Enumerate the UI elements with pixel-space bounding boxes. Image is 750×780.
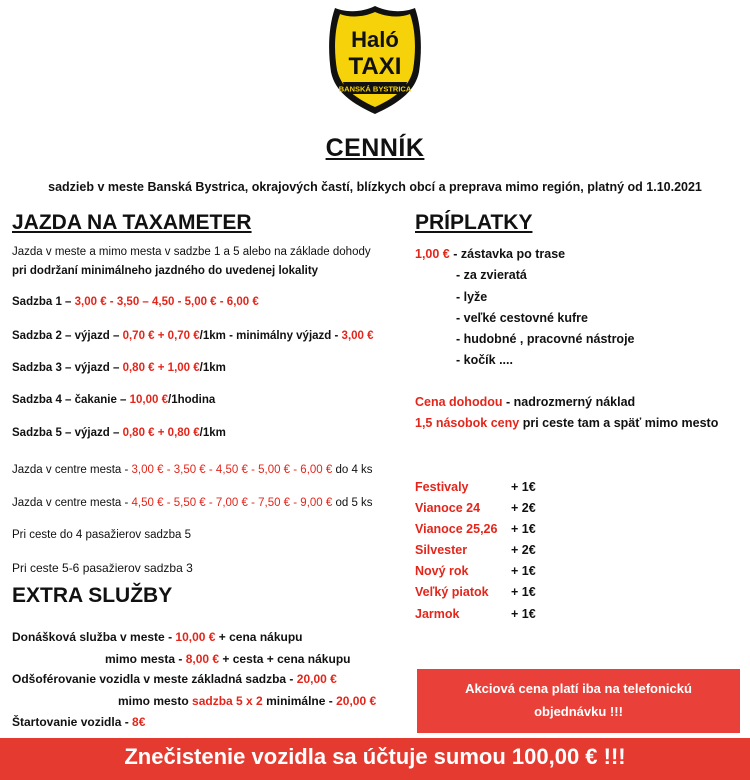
centre-value: 3,00 € - 3,50 € - 4,50 € - 5,00 € - 6,00 € <box>131 464 333 476</box>
holiday-price: + 1€ <box>511 607 536 621</box>
extra-text: mimo mesta - <box>105 652 186 666</box>
extra-line-2 <box>105 652 350 666</box>
promo-line-1: Akciová cena platí iba na telefonickú <box>465 681 692 696</box>
intro-line-2: pri dodržaní minimálneho jazdného do uvedenej lokality <box>12 265 319 277</box>
holiday-name: Veľký piatok <box>415 585 489 599</box>
extra-value: 8,00 € <box>185 652 220 666</box>
centre-value: 4,50 € - 5,50 € - 7,00 € - 7,50 € - 9,00 € <box>131 497 333 509</box>
holiday-name: Vianoce 25,26 <box>415 522 498 536</box>
holiday-price: + 2€ <box>511 501 536 515</box>
rate-value: 3,00 € - 3,50 – 4,50 - 5,00 € - 6,00 € <box>74 296 259 308</box>
holiday-row <box>415 543 545 557</box>
surcharge-deal <box>415 395 635 409</box>
holiday-price: + 1€ <box>511 585 536 599</box>
rate-1 <box>12 296 259 308</box>
surcharge-multiplier <box>415 416 718 430</box>
rate-value: 0,80 € + 1,00 € <box>122 362 200 374</box>
rate-label: Sadzba 4 – čakanie – <box>12 394 130 406</box>
rate-label: Sadzba 1 – <box>12 296 75 308</box>
extra-text: + cena nákupu <box>215 630 303 644</box>
rate-tail: /1hodina <box>168 394 216 406</box>
surcharge-price: Cena dohodou <box>415 395 503 409</box>
holiday-price: + 1€ <box>511 522 536 536</box>
extra-value: sadzba 5 x 2 <box>192 694 263 708</box>
surcharge-item: - hudobné , pracovné nástroje <box>456 332 635 346</box>
holiday-row <box>415 585 545 599</box>
page-subtitle: sadzieb v meste Banská Bystrica, okrajových častí, blízkych obcí a preprava mimo región, platný od 1.10.2021 <box>48 180 702 194</box>
centre-line-2 <box>12 497 373 509</box>
extra-text: Štartovanie vozidla - <box>12 715 133 729</box>
rate-tail: /1km <box>199 362 226 374</box>
holiday-row <box>415 564 545 578</box>
taxameter-heading: JAZDA NA TAXAMETER <box>12 211 252 234</box>
extra-value: 20,00 € <box>296 672 337 686</box>
extra-text: Odšoférovanie vozidla v meste základná sadzba - <box>12 672 297 686</box>
holiday-name: Festivaly <box>415 480 469 494</box>
surcharge-text: - nadrozmerný náklad <box>502 395 636 409</box>
rate-4 <box>12 394 215 406</box>
holiday-name: Nový rok <box>415 564 469 578</box>
rate-value: 10,00 € <box>129 394 168 406</box>
rate-label: Sadzba 3 – výjazd – <box>12 362 123 374</box>
holiday-row <box>415 522 545 536</box>
surcharge-item: - za zvieratá <box>456 268 527 282</box>
centre-tail: od 5 ks <box>332 497 373 509</box>
holiday-price: + 2€ <box>511 543 536 557</box>
halo-taxi-logo <box>325 4 425 116</box>
centre-line-1 <box>12 464 373 476</box>
footer-notice: Znečistenie vozidla sa účtuje sumou 100,00 € !!! <box>0 738 750 780</box>
surcharge-text: pri ceste tam a späť mimo mesto <box>519 416 719 430</box>
extra-line-4 <box>118 694 376 708</box>
rate-tail: /1km <box>199 427 226 439</box>
passengers-line-1: Pri ceste do 4 pasažierov sadzba 5 <box>12 529 191 541</box>
holiday-name: Vianoce 24 <box>415 501 481 515</box>
extra-line-1 <box>12 630 302 644</box>
rate-label: Sadzba 5 – výjazd – <box>12 427 123 439</box>
promo-line-2: objednávku !!! <box>534 704 623 719</box>
rate-2 <box>12 330 374 342</box>
surcharge-price: 1,5 násobok ceny <box>415 416 520 430</box>
rate-value: 0,80 € + 0,80 € <box>122 427 200 439</box>
holiday-price: + 1€ <box>511 480 536 494</box>
extra-heading: EXTRA SLUŽBY <box>12 584 173 607</box>
promo-box <box>417 669 740 733</box>
extra-line-5 <box>12 715 145 729</box>
page-title: CENNÍK <box>325 134 425 162</box>
centre-label: Jazda v centre mesta - <box>12 497 132 509</box>
logo-text-city: BANSKÁ BYSTRICA <box>338 84 412 94</box>
centre-tail: do 4 ks <box>332 464 373 476</box>
extra-value: 20,00 € <box>336 694 377 708</box>
holiday-name: Silvester <box>415 543 468 557</box>
centre-label: Jazda v centre mesta - <box>12 464 132 476</box>
rate-min-value: 3,00 € <box>341 330 374 342</box>
surcharge-item: - veľké cestovné kufre <box>456 311 588 325</box>
extra-text: mimo mesto <box>118 694 193 708</box>
holiday-row <box>415 607 545 621</box>
holiday-price: + 1€ <box>511 564 536 578</box>
surcharge-item: - lyže <box>456 290 488 304</box>
surcharge-item <box>415 247 565 261</box>
holiday-name: Jarmok <box>415 607 460 621</box>
extra-text: + cesta + cena nákupu <box>219 652 351 666</box>
surcharge-text: - zástavka po trase <box>453 247 566 261</box>
logo-text-taxi: TAXI <box>348 53 402 80</box>
extra-text: Donášková služba v meste - <box>12 630 176 644</box>
surcharge-price: 1,00 € <box>415 247 450 261</box>
rate-tail: /1km - minimálny výjazd - <box>199 330 342 342</box>
holiday-row <box>415 480 545 494</box>
intro-line-1: Jazda v meste a mimo mesta v sadzbe 1 a 5 alebo na základe dohody <box>12 246 371 258</box>
surcharges-heading: PRÍPLATKY <box>415 211 533 234</box>
rate-label: Sadzba 2 – výjazd – <box>12 330 123 342</box>
logo-text-halo: Haló <box>351 27 399 52</box>
rate-value: 0,70 € + 0,70 € <box>122 330 200 342</box>
extra-value: 8€ <box>132 715 146 729</box>
rate-5 <box>12 427 226 439</box>
extra-line-3 <box>12 672 337 686</box>
holiday-row <box>415 501 545 515</box>
surcharge-item: - kočík .... <box>456 353 513 367</box>
extra-value: 10,00 € <box>175 630 216 644</box>
rate-3 <box>12 362 226 374</box>
passengers-line-2: Pri ceste 5-6 pasažierov sadzba 3 <box>12 561 193 575</box>
extra-text: minimálne - <box>262 694 337 708</box>
